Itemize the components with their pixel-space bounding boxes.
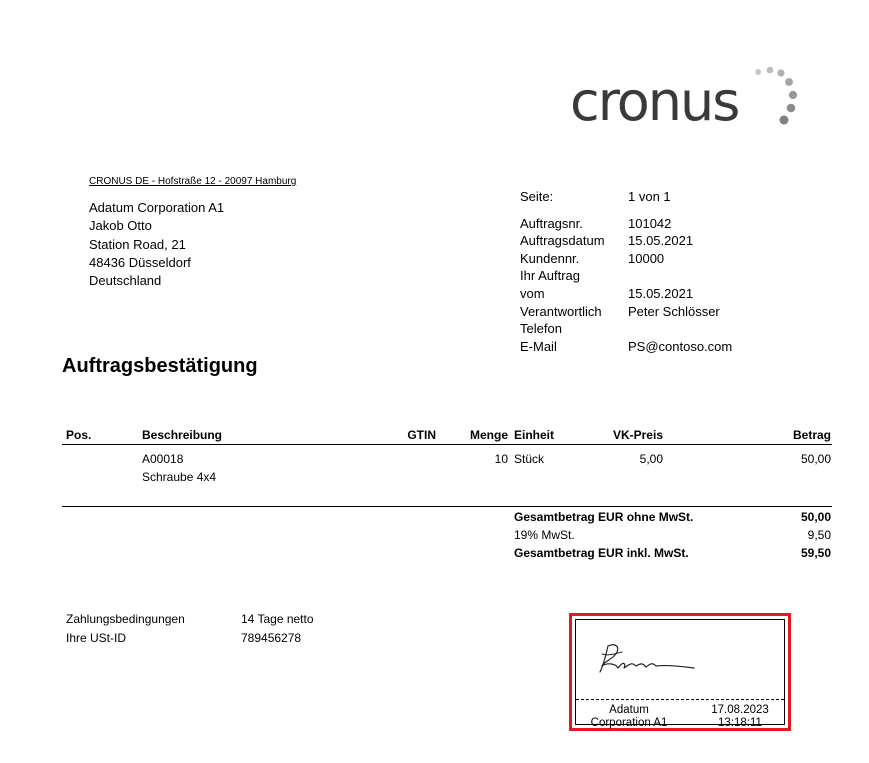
of-date-value: 15.05.2021 xyxy=(628,285,694,301)
line-item-number: A00018 xyxy=(142,452,184,466)
gross-total-label: Gesamtbetrag EUR inkl. MwSt. xyxy=(514,546,689,560)
signer-name-line1: Adatum xyxy=(609,704,649,716)
line-item-price: 5,00 xyxy=(639,452,663,466)
order-date-label: Auftragsdatum xyxy=(520,233,605,249)
document-title: Auftragsbestätigung xyxy=(62,355,258,377)
line-item-description: Schraube 4x4 xyxy=(142,470,217,484)
email-label: E-Mail xyxy=(520,338,557,354)
col-header-price: VK-Preis xyxy=(612,428,663,442)
net-total-value: 50,00 xyxy=(800,510,831,524)
header-divider xyxy=(62,444,832,445)
customer-number-value: 10000 xyxy=(628,250,665,266)
responsible-label: Verantwortlich xyxy=(520,303,602,319)
vat-value: 9,50 xyxy=(807,528,831,542)
signature-timestamp xyxy=(700,704,780,730)
email-value: PS@contoso.com xyxy=(628,338,733,354)
signer-name xyxy=(584,704,674,730)
responsible-value: Peter Schlösser xyxy=(628,303,720,319)
signer-name-line2: Corporation A1 xyxy=(590,717,668,729)
of-date-label: vom xyxy=(520,285,545,301)
line-item-unit: Stück xyxy=(514,452,545,466)
net-total-label: Gesamtbetrag EUR ohne MwSt. xyxy=(514,510,694,524)
order-number-label: Auftragsnr. xyxy=(520,215,583,231)
sender-address-line: CRONUS DE - Hofstraße 12 - 20097 Hamburg xyxy=(89,176,297,187)
order-date-value: 15.05.2021 xyxy=(628,233,694,249)
page-label: Seite: xyxy=(520,189,554,204)
col-header-amount: Betrag xyxy=(792,428,831,442)
gross-total-value: 59,50 xyxy=(800,546,831,560)
phone-label: Telefon xyxy=(520,321,562,337)
payment-terms-label: Zahlungsbedingungen xyxy=(66,612,185,626)
col-header-description: Beschreibung xyxy=(142,428,223,442)
col-header-gtin: GTIN xyxy=(407,428,436,442)
logo-dots-icon xyxy=(746,66,800,136)
line-item-quantity: 10 xyxy=(494,452,508,466)
vat-label: 19% MwSt. xyxy=(514,528,575,542)
recipient-city: 48436 Düsseldorf xyxy=(89,254,191,270)
vat-id-label: Ihre USt-ID xyxy=(66,631,127,645)
recipient-address xyxy=(89,199,224,290)
your-order-label: Ihr Auftrag xyxy=(520,268,580,284)
signature-date: 17.08.2023 xyxy=(711,704,769,716)
recipient-country: Deutschland xyxy=(89,273,162,289)
company-logo xyxy=(570,66,800,138)
signature-highlight-frame[interactable] xyxy=(569,613,791,731)
handwritten-signature xyxy=(594,634,704,679)
recipient-street: Station Road, 21 xyxy=(89,236,186,252)
signature-box[interactable] xyxy=(575,619,785,729)
recipient-company: Adatum Corporation A1 xyxy=(89,200,225,215)
table-bottom-divider xyxy=(62,506,832,507)
signature-time: 13:18:11 xyxy=(718,717,762,729)
line-item-amount: 50,00 xyxy=(800,452,831,466)
payment-terms-value: 14 Tage netto xyxy=(241,612,314,626)
vat-id-value: 789456278 xyxy=(241,631,302,645)
logo-wordmark: cronus xyxy=(570,70,739,133)
col-header-quantity: Menge xyxy=(469,428,508,442)
order-number-value: 101042 xyxy=(628,215,672,231)
recipient-contact: Jakob Otto xyxy=(89,218,152,234)
page-value: 1 von 1 xyxy=(628,189,671,204)
col-header-unit: Einheit xyxy=(514,428,555,442)
col-header-pos: Pos. xyxy=(66,428,92,442)
customer-number-label: Kundennr. xyxy=(520,250,580,266)
signature-line xyxy=(576,699,784,700)
